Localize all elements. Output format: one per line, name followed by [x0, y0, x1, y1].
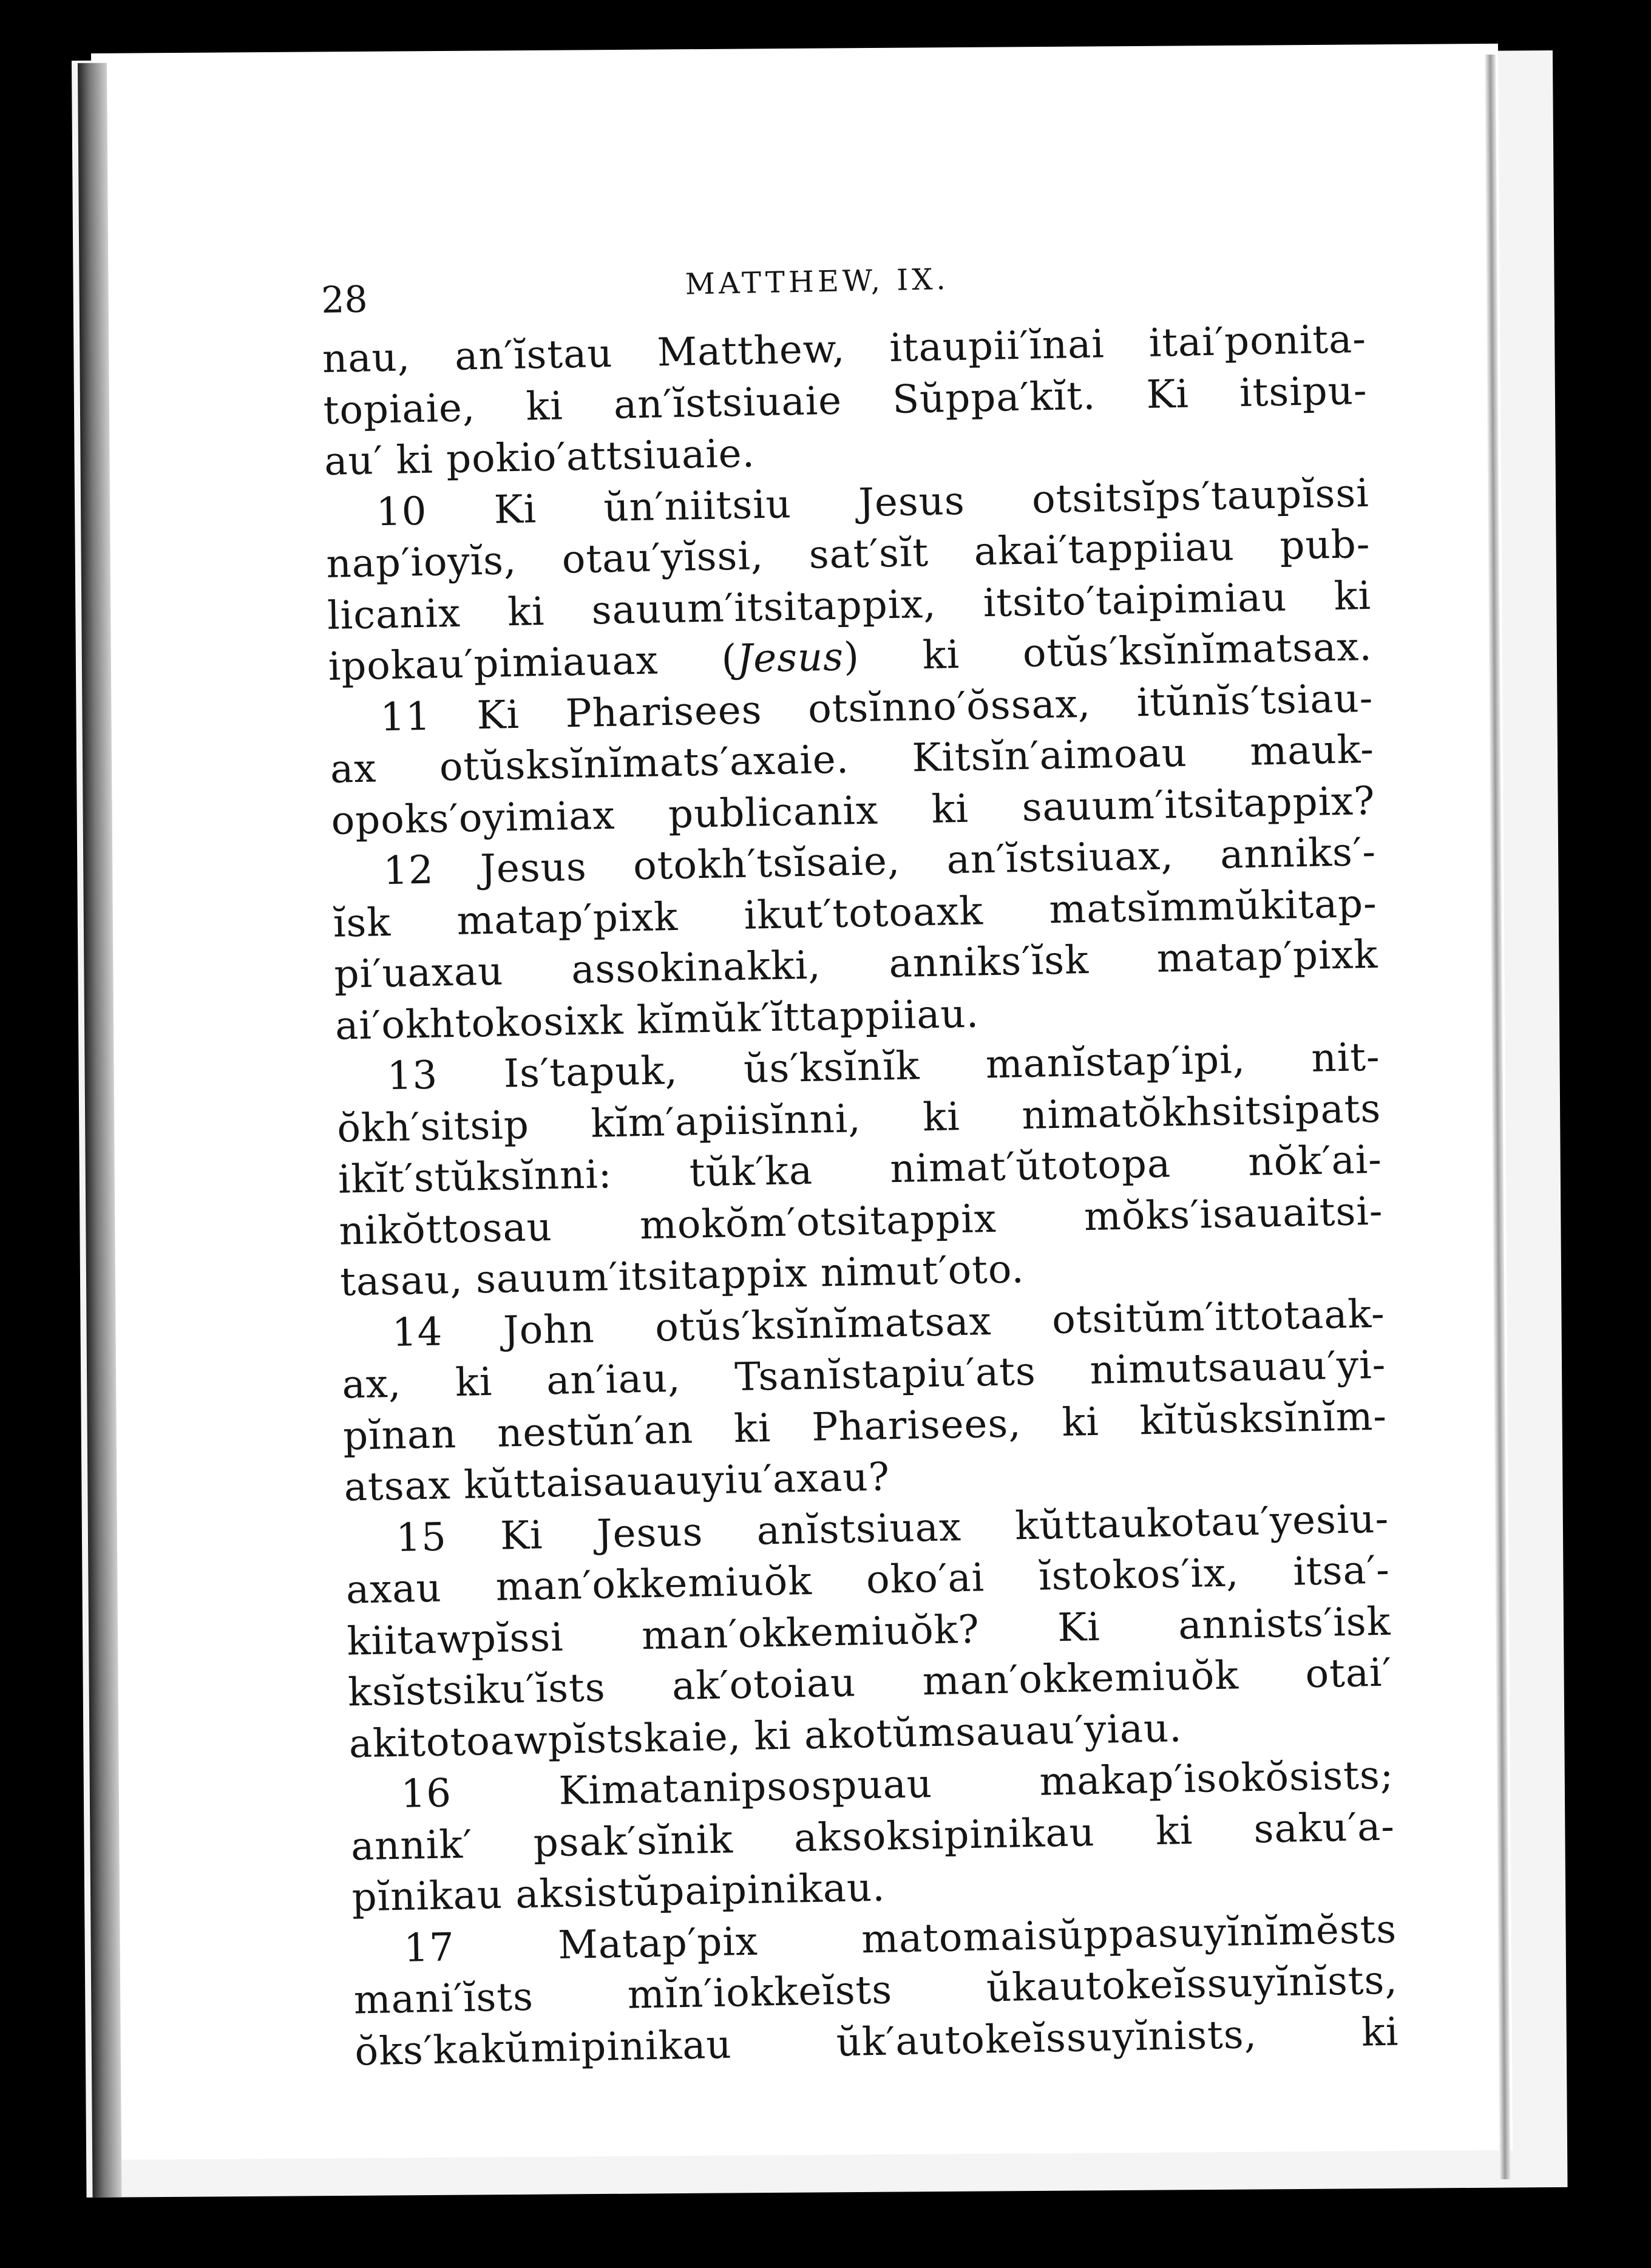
text-line: ax otŭsksĭnĭmats′axaie. Kitsĭn′aimoau mauk- — [330, 727, 1375, 792]
text-line: pi′uaxau assokinakki, anniks′ĭsk matap′pixk — [333, 932, 1378, 997]
text-segment: ) ki otŭs′ksĭnĭmatsax. — [843, 624, 1373, 680]
text-line: licanix ki sauum′itsitappix, itsito′taipimiau ki — [327, 573, 1372, 639]
text-line: pĭnan nestŭn′an ki Pharisees, ki kĭtŭsksĭnĭm- — [342, 1394, 1388, 1459]
text-line: tasau, sauum′itsitappix nimut′oto. — [339, 1247, 1025, 1305]
text-line: pĭnikau aksistŭpaipinikau. — [351, 1865, 886, 1921]
text-line: ksĭstsiku′ĭsts ak′otoiau man′okkemiuŏk otai′ — [347, 1650, 1392, 1716]
verse-start-line: 14 John otŭs′ksĭnĭmatsax otsitŭm′ittotaak- — [392, 1291, 1386, 1356]
verse-start-line: 15 Ki Jesus anĭstsiuax kŭttaukotau′yesiu- — [395, 1496, 1389, 1561]
text-line: topiaie, ki an′ĭstsiuaie Sŭppa′kĭt. Ki itsipu- — [323, 368, 1368, 433]
verse-start-line: 13 Is′tapuk, ŭs′ksĭnĭk manĭstap′ipi, nit- — [387, 1034, 1381, 1099]
text-line: axau man′okkemiuŏk oko′ai ĭstokos′ix, itsa′- — [345, 1547, 1391, 1613]
text-line: annik′ psak′sĭnik aksoksipinikau ki saku′a- — [350, 1804, 1395, 1870]
text-line: ikĭt′stŭksĭnni: tŭk′ka nimat′ŭtotopa nŏk′ai- — [337, 1137, 1383, 1203]
text-line: nau, an′ĭstau Matthew, itaupii′ĭnai itai′ponita- — [322, 316, 1367, 382]
text-line: ŏks′kakŭmipinikau ŭk′autokeĭssuyĭnists, ki — [354, 2009, 1400, 2074]
page-number: 28 — [320, 278, 368, 322]
text-block — [320, 241, 1399, 2077]
text-line: ŏkh′sitsip kĭm′apiisĭnni, ki nimatŏkhsitsipats — [336, 1086, 1381, 1152]
running-head: MATTHEW, IX. — [685, 262, 950, 302]
text-line: nap′ioyĭs, otau′yĭssi, sat′sĭt akai′tappiiau pub- — [325, 521, 1371, 587]
text-line: atsax kŭttaisauauyiu′axau? — [344, 1455, 890, 1510]
text-line: nikŏttosau mokŏm′otsitappix mŏks′isauaitsi- — [338, 1189, 1384, 1254]
text-line: kiitawpĭssi man′okkemiuŏk? Ki annists′isk — [346, 1599, 1392, 1665]
body-text — [322, 314, 1399, 2077]
verse-start-line: 16 Kimatanipsospuau makap′isokŏsists; — [400, 1753, 1394, 1817]
text-line: akitotoawpĭstskaie, ki akotŭmsauau′yiau. — [348, 1705, 1183, 1767]
text-line: ai′okhtokosixk kĭmŭk′ĭttappiiau. — [334, 991, 980, 1049]
text-line: mani′ĭsts mĭn′iokkeĭsts ŭkautokeĭssuyĭnĭsts, — [353, 1958, 1398, 2023]
verse-start-line: 10 Ki ŭn′niitsiu Jesus otsitsĭps′taupĭssi — [376, 470, 1370, 535]
verse-start-line: 11 Ki Pharisees otsĭnno′ŏssax, itŭnĭs′tsiau- — [379, 676, 1374, 740]
text-segment: ipokau′pimiauax ( — [328, 636, 738, 690]
italic-word: Jesus — [736, 634, 844, 682]
verse-start-line: 17 Matap′pix matomaisŭppasuyĭnĭmĕsts — [403, 1906, 1397, 1971]
text-line: ĭsk matap′pixk ikut′totoaxk matsĭmmŭkitap- — [333, 881, 1378, 946]
text-line: ax, ki an′iau, Tsanĭstapiu′ats nimutsauau′yi- — [341, 1342, 1386, 1408]
text-line: opoks′oyimiax publicanix ki sauum′itsitappix? — [330, 778, 1376, 844]
text-line: au′ ki pokio′attsiuaie. — [324, 431, 756, 484]
verse-start-line: 12 Jesus otokh′tsĭsaie, an′ĭstsiuax, anniks′- — [382, 829, 1377, 894]
